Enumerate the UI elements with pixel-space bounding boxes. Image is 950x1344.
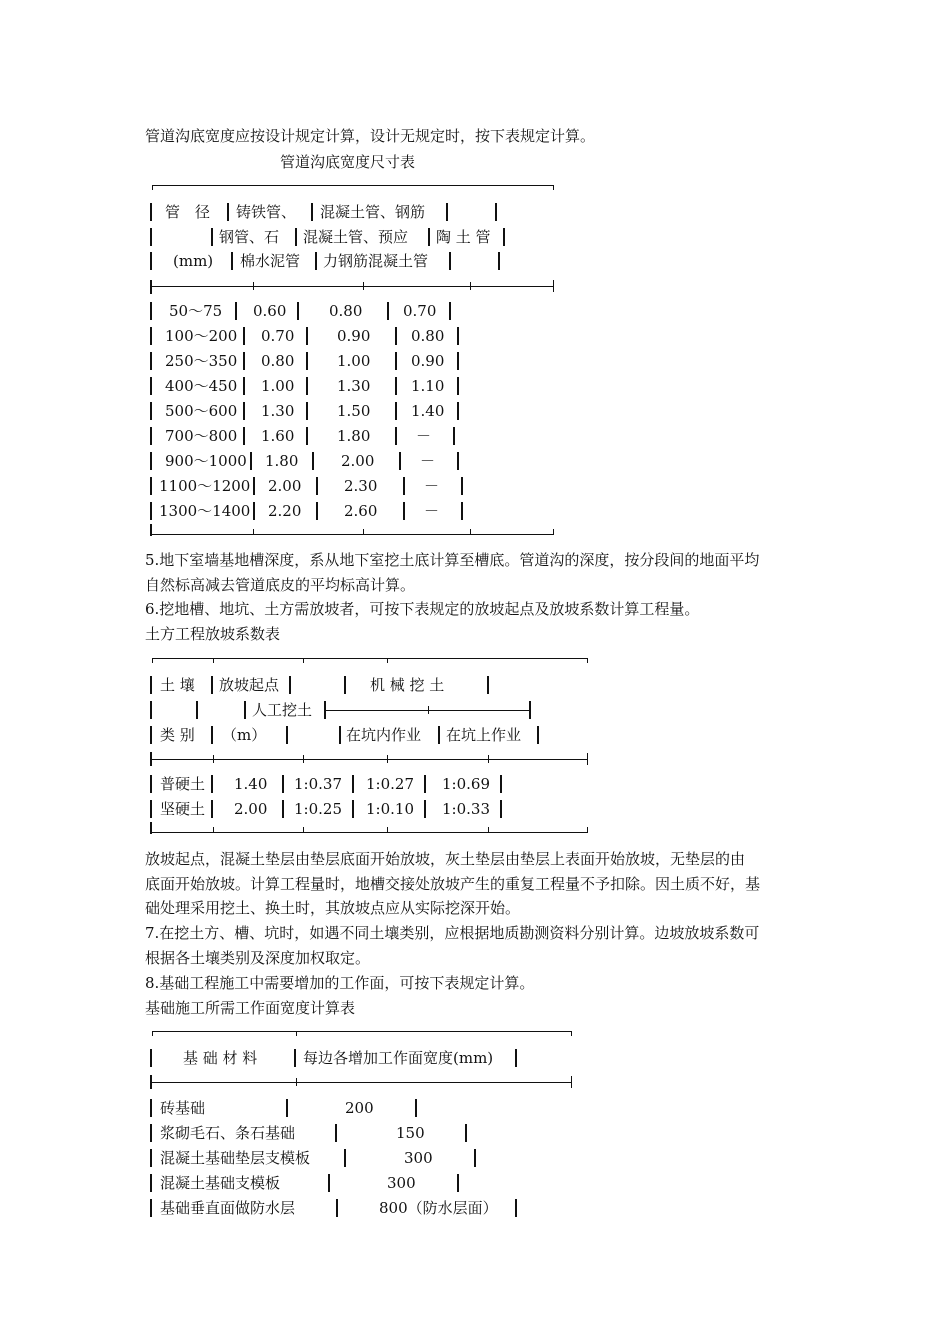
table2-cell: 1:0.33 [442, 800, 490, 818]
table1-tick [363, 529, 364, 535]
table2-bar [150, 676, 152, 694]
table3-bar [150, 1099, 152, 1117]
table1-cell: 50～75 [169, 302, 223, 320]
table2-header-cell: 类 别 [160, 726, 195, 744]
table1-bar [235, 302, 237, 320]
table1-cell: 0.80 [329, 302, 363, 320]
table2-tick [387, 827, 388, 833]
table1-bar [295, 228, 297, 246]
table2-bar [150, 701, 152, 719]
table2-tick [303, 827, 304, 833]
table1-bar [312, 452, 314, 470]
table1-bar [150, 327, 152, 345]
table3-bar [150, 1199, 152, 1217]
table1-bar [150, 502, 152, 520]
table1-bar [395, 402, 397, 420]
table1-bar [311, 203, 313, 221]
table1-title: 管道沟底宽度尺寸表 [280, 153, 416, 171]
table1-cell: 900～1000 [165, 452, 247, 470]
table2-bar [282, 800, 284, 818]
table2-cell: 1:0.37 [294, 775, 342, 793]
table2-bar [150, 775, 152, 793]
table1-bar [150, 203, 152, 221]
table1-bar [457, 327, 459, 345]
paragraph-6: 6.挖地槽、地坑、土方需放坡者，可按下表规定的放坡起点及放坡系数计算工程量。 [145, 600, 700, 618]
table3-cell: 浆砌毛石、条石基础 [160, 1124, 296, 1142]
table3-cell: 800（防水层面） [379, 1199, 498, 1217]
paragraph-7-line: 根据各土壤类别及深度加权取定。 [145, 949, 371, 967]
table3-tick [571, 1076, 572, 1088]
table1-bar [150, 352, 152, 370]
table1-bar [395, 377, 397, 395]
table1-cell: 250～350 [165, 352, 238, 370]
table2-tick [488, 755, 489, 763]
table3-cell: 混凝土基础垫层支模板 [160, 1149, 311, 1167]
table1-cell: 1.10 [411, 377, 445, 395]
table1-bar [395, 427, 397, 445]
table1-bar [253, 502, 255, 520]
table1-bar [387, 302, 389, 320]
table1-cell: － [424, 477, 440, 495]
table2-bar [438, 726, 440, 744]
table3-bar [515, 1199, 517, 1217]
table1-bar [150, 302, 152, 320]
table1-cell: 1.30 [337, 377, 371, 395]
table1-cell: 2.30 [344, 477, 378, 495]
table2-cell: 2.00 [234, 800, 268, 818]
table1-header-cell: (mm) [173, 252, 214, 270]
table2-header-cell: 在坑上作业 [446, 726, 522, 744]
table1-bar [399, 452, 401, 470]
intro-text: 管道沟底宽度应按设计规定计算，设计无规定时，按下表规定计算。 [145, 127, 596, 145]
table1-bar [316, 502, 318, 520]
table1-top-rule [152, 185, 554, 186]
table2-title: 土方工程放坡系数表 [145, 625, 281, 643]
table1-bar [495, 203, 497, 221]
table1-cell: 1.80 [265, 452, 299, 470]
table3-bar [150, 1149, 152, 1167]
table2-cell: 坚硬土 [160, 800, 206, 818]
table1-bar [306, 352, 308, 370]
table3-bar [294, 1049, 296, 1067]
table1-bar [428, 228, 430, 246]
table1-bar [503, 228, 505, 246]
table3-bar [335, 1124, 337, 1142]
table1-tick [553, 280, 554, 292]
table3-bar [150, 1049, 152, 1067]
table3-bar [474, 1149, 476, 1167]
table1-cell: 1100～1200 [159, 477, 251, 495]
table1-bar [243, 327, 245, 345]
table1-bar [243, 427, 245, 445]
table1-bar [457, 377, 459, 395]
table2-cell: 1:0.27 [366, 775, 414, 793]
table1-cell: 100～200 [165, 327, 238, 345]
table2-bar [211, 800, 213, 818]
table2-tick [428, 706, 429, 714]
table1-bar [461, 477, 463, 495]
table1-bar [498, 252, 500, 270]
table3-bar [465, 1124, 467, 1142]
table1-cell: 1.00 [337, 352, 371, 370]
slope-start-note-line: 底面开始放坡。计算工程量时，地槽交接处放坡产生的重复工程量不予扣除。因土质不好，基 [145, 875, 761, 893]
table1-bar [403, 502, 405, 520]
table2-bar [286, 726, 288, 744]
table1-cell: 2.00 [341, 452, 375, 470]
table2-header-cell: （m） [222, 726, 267, 744]
table2-tick [152, 658, 153, 663]
table3-bar [328, 1174, 330, 1192]
table2-bar [537, 726, 539, 744]
table1-tick [152, 185, 153, 190]
table2-header-cell: 机 械 挖 土 [370, 676, 445, 694]
table3-bar [336, 1199, 338, 1217]
table2-tick [587, 658, 588, 663]
table1-bar [306, 402, 308, 420]
table1-header-cell: 铸铁管、 [236, 203, 297, 221]
table3-top-rule [152, 1031, 572, 1032]
table1-bar [457, 352, 459, 370]
paragraph-8: 8.基础工程施工中需要增加的工作面，可按下表规定计算。 [145, 974, 535, 992]
table1-cell: 2.60 [344, 502, 378, 520]
table1-bottom-rule [152, 534, 554, 535]
table2-cell: 1:0.10 [366, 800, 414, 818]
table2-bar [211, 775, 213, 793]
table1-mid-rule [152, 286, 554, 287]
table1-bar [250, 452, 252, 470]
table2-header-cell: 人工挖土 [252, 701, 313, 719]
table1-cell: － [420, 452, 436, 470]
table1-tick [363, 282, 364, 290]
table1-cell: 1.60 [261, 427, 295, 445]
table2-mid-rule [152, 759, 588, 760]
table2-tick [387, 755, 388, 763]
table3-bar [150, 1124, 152, 1142]
table2-tick [303, 658, 304, 663]
table2-tick [213, 658, 214, 663]
table1-cell: 1.50 [337, 402, 371, 420]
table1-cell: 1.00 [261, 377, 295, 395]
table3-cell: 砖基础 [160, 1099, 206, 1117]
table1-bar [449, 252, 451, 270]
table1-cell: 2.20 [268, 502, 302, 520]
table3-bar [286, 1099, 288, 1117]
table1-cell: 0.80 [261, 352, 295, 370]
table1-tick [470, 529, 471, 535]
table1-bar [150, 402, 152, 420]
table1-bar [306, 377, 308, 395]
table2-bottom-rule [152, 832, 588, 833]
table1-header-cell: 棉水泥管 [240, 252, 301, 270]
table2-bar [244, 701, 246, 719]
table2-bar [500, 800, 502, 818]
table3-bar [457, 1174, 459, 1192]
table3-cell: 200 [345, 1099, 374, 1117]
table2-cell: 1:0.25 [294, 800, 342, 818]
table1-tick [553, 185, 554, 190]
paragraph-7-line: 7.在挖土方、槽、坑时，如遇不同土壤类别，应根据地质勘测资料分别计算。边坡放坡系数可 [145, 924, 760, 942]
paragraph-5-line: 自然标高减去管道底皮的平均标高计算。 [145, 576, 416, 594]
table1-cell: 0.70 [403, 302, 437, 320]
table1-bar [446, 203, 448, 221]
table2-bar [289, 676, 291, 694]
table1-cell: 400～450 [165, 377, 238, 395]
table1-cell: 1.40 [411, 402, 445, 420]
table2-cell: 普硬土 [160, 775, 206, 793]
table2-bar [424, 800, 426, 818]
table1-cell: 0.60 [253, 302, 287, 320]
table2-bar [352, 800, 354, 818]
table1-bar [243, 402, 245, 420]
table2-tick [587, 827, 588, 833]
table1-bar [243, 352, 245, 370]
table1-bar [461, 502, 463, 520]
table1-cell: 0.70 [261, 327, 295, 345]
table1-bar [403, 477, 405, 495]
table1-bar [316, 477, 318, 495]
table2-tick [587, 753, 588, 765]
table1-cell: 500～600 [165, 402, 238, 420]
table1-bar [457, 452, 459, 470]
table3-tick [152, 1031, 153, 1036]
table1-cell: 1.80 [337, 427, 371, 445]
table1-bar [231, 252, 233, 270]
table2-bar [424, 775, 426, 793]
table1-bar [243, 377, 245, 395]
table2-header-cell: 在坑内作业 [346, 726, 422, 744]
table3-header-cell: 每边各增加工作面宽度(mm) [303, 1049, 494, 1067]
table3-tick [296, 1031, 297, 1036]
table1-bar [227, 203, 229, 221]
table1-header-cell: 混凝土管、钢筋 [320, 203, 426, 221]
table3-bar [344, 1149, 346, 1167]
table1-cell: 0.90 [411, 352, 445, 370]
slope-start-note-line: 础处理采用挖土、换土时，其放坡点应从实际挖深开始。 [145, 899, 521, 917]
table3-title: 基础施工所需工作面宽度计算表 [145, 999, 356, 1017]
table2-tick [213, 755, 214, 763]
table1-cell: 700～800 [165, 427, 238, 445]
table1-bar [150, 280, 152, 294]
table1-bar [150, 252, 152, 270]
table1-tick [470, 282, 471, 290]
table1-bar [395, 352, 397, 370]
table1-bar [253, 477, 255, 495]
table1-tick [253, 529, 254, 535]
table1-header-cell: 混凝土管、预应 [303, 228, 409, 246]
table1-header-cell: 管 径 [165, 203, 211, 221]
table1-bar [150, 452, 152, 470]
table2-bar [500, 775, 502, 793]
table1-bar [150, 427, 152, 445]
table2-bar [282, 775, 284, 793]
table1-bar [315, 252, 317, 270]
table3-tick [296, 1078, 297, 1086]
table3-header-cell: 基 础 材 料 [183, 1049, 258, 1067]
table2-cell: 1:0.69 [442, 775, 490, 793]
table3-tick [571, 1031, 572, 1036]
table1-bar [150, 477, 152, 495]
table1-bar [297, 302, 299, 320]
table2-bar [150, 726, 152, 744]
paragraph-5-line: 5.地下室墙基地槽深度，系从地下室挖土底计算至槽底。管道沟的深度，按分段间的地面平均 [145, 551, 760, 569]
table2-bar [529, 701, 531, 719]
table1-cell: － [424, 502, 440, 520]
table2-bar [487, 676, 489, 694]
table1-tick [553, 529, 554, 535]
table3-cell: 混凝土基础支模板 [160, 1174, 281, 1192]
table1-bar [150, 228, 152, 246]
table1-bar [395, 327, 397, 345]
table1-bar [211, 228, 213, 246]
table1-bar [457, 402, 459, 420]
slope-start-note-line: 放坡起点，混凝土垫层由垫层底面开始放坡，灰土垫层由垫层上表面开始放坡，无垫层的由 [145, 850, 746, 868]
table3-cell: 300 [404, 1149, 433, 1167]
table2-bar [211, 676, 213, 694]
table1-header-cell: 力钢筋混凝土管 [323, 252, 429, 270]
table1-cell: 1300～1400 [159, 502, 251, 520]
table1-bar [306, 427, 308, 445]
table1-tick [253, 282, 254, 290]
table2-header-cell: 土 壤 [160, 676, 195, 694]
table1-cell: 1.30 [261, 402, 295, 420]
table2-top-rule [152, 658, 588, 659]
table2-bar [352, 775, 354, 793]
table2-bar [196, 701, 198, 719]
table1-cell: 0.90 [337, 327, 371, 345]
table1-header-cell: 钢管、石 [219, 228, 280, 246]
table1-cell: 2.00 [268, 477, 302, 495]
table2-bar [211, 726, 213, 744]
table2-tick [213, 827, 214, 833]
table2-tick [303, 755, 304, 763]
table1-bar [150, 377, 152, 395]
table2-header-cell: 放坡起点 [219, 676, 280, 694]
table2-cell: 1.40 [234, 775, 268, 793]
table1-bar [453, 427, 455, 445]
table3-bar [515, 1049, 517, 1067]
table1-bar [449, 302, 451, 320]
table2-bar [150, 800, 152, 818]
table2-tick [488, 827, 489, 833]
table3-bar [415, 1099, 417, 1117]
table3-cell: 150 [396, 1124, 425, 1142]
table2-bar [339, 726, 341, 744]
table2-bar [344, 676, 346, 694]
table1-cell: － [416, 427, 432, 445]
table1-bar [306, 327, 308, 345]
table3-cell: 基础垂直面做防水层 [160, 1199, 296, 1217]
table1-cell: 0.80 [411, 327, 445, 345]
table3-cell: 300 [387, 1174, 416, 1192]
table3-mid-rule [152, 1082, 572, 1083]
table1-header-cell: 陶 土 管 [436, 228, 491, 246]
table2-tick [387, 658, 388, 663]
table3-bar [150, 1174, 152, 1192]
